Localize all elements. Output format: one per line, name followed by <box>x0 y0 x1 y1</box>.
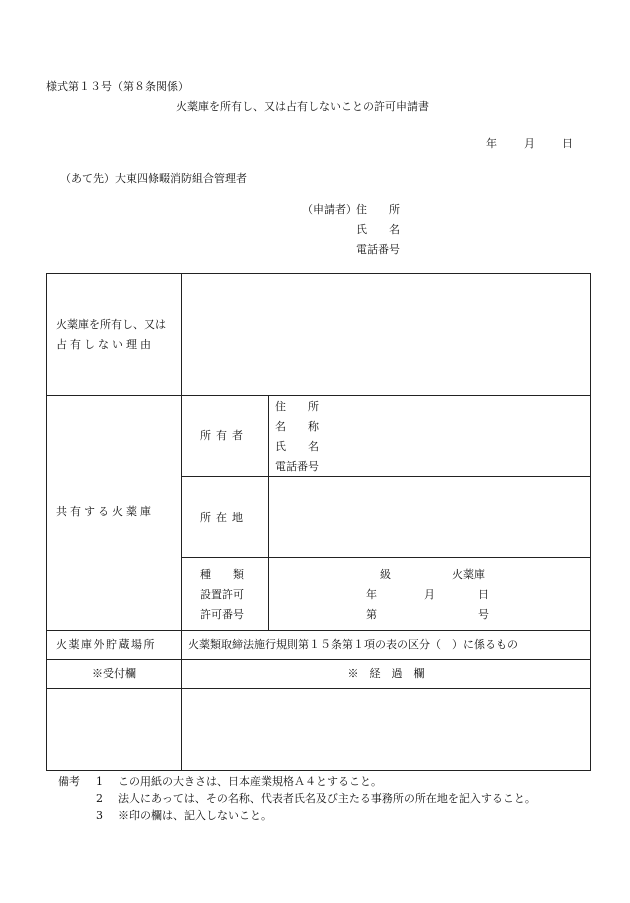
note-3-number: 3 <box>96 809 103 822</box>
owner-address-label: 住 所 <box>275 400 319 413</box>
progress-label: ※ 経 過 欄 <box>347 667 425 680</box>
date-day-label: 日 <box>562 137 573 150</box>
note-2-text: 法人にあっては、その名称、代表者氏名及び主たる事務所の所在地を記入すること。 <box>118 792 536 805</box>
notes-label: 備考 <box>58 775 80 788</box>
permit-day-label: 日 <box>478 588 489 601</box>
location-input[interactable] <box>269 477 590 557</box>
progress-box <box>182 689 590 770</box>
date-year-label: 年 <box>486 137 497 150</box>
owner-label: 所有者 <box>200 429 248 442</box>
outside-storage-label: 火薬庫外貯蔵場所 <box>56 638 156 651</box>
applicant-address-label: 住 所 <box>356 203 400 216</box>
reason-label-line2: 占有しない理由 <box>56 338 154 351</box>
applicant-name-label: 氏 名 <box>356 223 400 236</box>
reason-label-line1: 火薬庫を所有し、又は <box>56 318 166 331</box>
outside-storage-value: 火薬類取締法施行規則第１５条第１項の表の区分（ ）に係るもの <box>188 638 518 651</box>
kind-label: 種 類 <box>200 568 244 581</box>
permit-month-label: 月 <box>424 588 435 601</box>
owner-phone-label: 電話番号 <box>275 460 319 473</box>
permit-no-prefix: 第 <box>366 608 377 621</box>
note-1-number: 1 <box>96 775 103 788</box>
location-label: 所在地 <box>200 511 248 524</box>
permit-year-label: 年 <box>366 588 377 601</box>
reception-label: ※受付欄 <box>92 667 136 680</box>
owner-name-label: 氏 名 <box>275 440 319 453</box>
permit-number-label: 許可番号 <box>200 608 244 621</box>
applicant-label: （申請者） <box>302 203 357 216</box>
reason-input[interactable] <box>182 274 590 395</box>
reception-box <box>47 689 181 770</box>
date-month-label: 月 <box>524 137 535 150</box>
addressee: （あて先）大東四條畷消防組合管理者 <box>60 172 247 185</box>
install-permit-label: 設置許可 <box>200 588 244 601</box>
page-title: 火薬庫を所有し、又は占有しないことの許可申請書 <box>176 100 429 113</box>
applicant-phone-label: 電話番号 <box>356 243 400 256</box>
owner-title-label: 名 称 <box>275 420 319 433</box>
grade-label: 級 <box>380 568 391 581</box>
permit-no-suffix: 号 <box>478 608 489 621</box>
magazine-label: 火薬庫 <box>452 568 485 581</box>
form-number: 様式第１３号（第８条関係） <box>46 80 189 93</box>
note-2-number: 2 <box>96 792 103 805</box>
note-1-text: この用紙の大きさは、日本産業規格Ａ４とすること。 <box>118 775 382 788</box>
shared-magazine-label: 共有する火薬庫 <box>56 505 154 518</box>
note-3-text: ※印の欄は、記入しないこと。 <box>118 809 272 822</box>
